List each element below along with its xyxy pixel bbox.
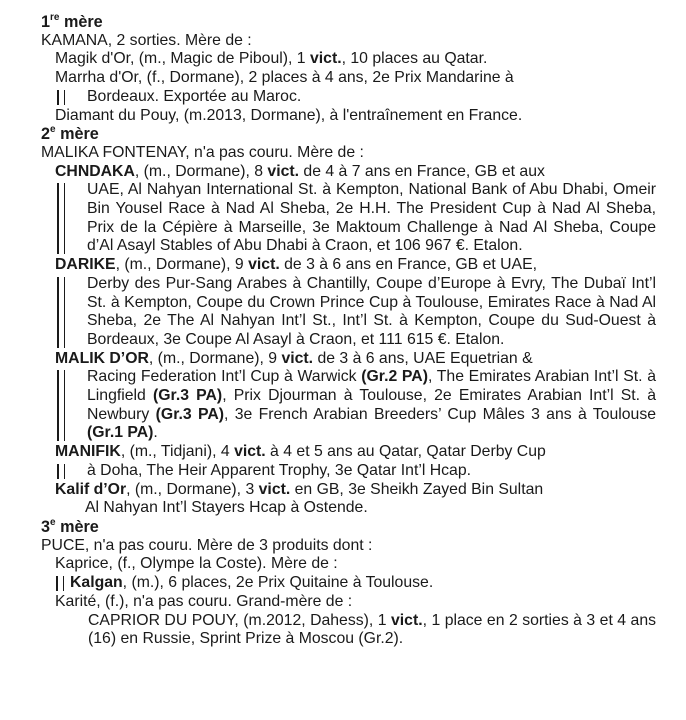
horse-name: CHNDAKA <box>55 162 135 180</box>
horse-name: MALIK D’OR <box>55 349 149 367</box>
heading-number: 1 <box>41 13 51 31</box>
entry-text: Magik d'Or, (m., Magic de Piboul), 1 <box>55 50 310 68</box>
horse-name: MANIFIK <box>55 443 121 461</box>
third-dam-line: PUCE, n'a pas couru. Mère de 3 produits dont : <box>41 536 373 554</box>
first-dam-heading <box>41 13 656 32</box>
grade-label: (Gr.3 PA) <box>153 387 223 405</box>
wins-label: vict. <box>234 443 266 461</box>
produce-entry <box>41 612 656 649</box>
entry-text: UAE, Al Nahyan International St. à Kempton, National Bank of Abu Dhabi, Omeir Bin Yousel Race à Nad Al Sheba, 2e H.H. The President Cup à Nad Al Sheba, Prix de la Cépière à Marseille, 3e Maktoum Challenge à Nad Al Sheba, Coupe d’Al Asayl Stables of Abu Dhabi à Craon, et 106 967 €. Etalon. <box>87 181 656 255</box>
entry-text: , 10 places au Qatar. <box>341 50 488 68</box>
entry-text: de 3 à 6 ans, UAE Equetrian & <box>313 349 533 367</box>
first-dam-line: KAMANA, 2 sorties. Mère de : <box>41 31 252 49</box>
entry-text: Marrha d'Or, (f., Dormane), 2 places à 4 ans, 2e Prix Mandarine à <box>55 69 514 87</box>
entry-text: à Doha, The Heir Apparent Trophy, 3e Qatar Int’l Hcap. <box>87 461 472 479</box>
heading-superscript: e <box>50 516 56 528</box>
bracket-bar <box>57 370 65 441</box>
entry-continuation <box>55 499 656 518</box>
horse-name: Kalif d’Or <box>55 480 127 498</box>
entry-text: de 3 à 6 ans en France, GB et UAE, <box>279 256 537 274</box>
wins-label: vict. <box>281 349 314 367</box>
entry-text-part: , 3e French Arabian Breeders’ Cup Mâles 3 ans à Toulouse <box>224 405 657 423</box>
entry-continuation <box>55 181 656 256</box>
produce-entry <box>41 481 656 518</box>
bracket-bar <box>57 277 65 348</box>
produce-entry: Kaprice, (f., Olympe la Coste). Mère de : <box>55 555 338 573</box>
grade-label: (Gr.3 PA) <box>155 405 225 423</box>
entry-text: en GB, 3e Sheikh Zayed Bin Sultan <box>290 480 544 498</box>
wins-label: vict. <box>258 480 291 498</box>
bracket-bar <box>57 183 65 254</box>
entry-text: , (m., Dormane), 9 <box>115 256 249 274</box>
second-dam-heading <box>41 125 656 144</box>
entry-continuation <box>55 88 656 107</box>
heading-number: 3 <box>41 517 51 536</box>
produce-entry <box>41 443 656 480</box>
second-dam-line: MALIKA FONTENAY, n'a pas couru. Mère de : <box>41 143 364 161</box>
bracket-bar <box>56 576 64 591</box>
heading-superscript: re <box>50 11 60 23</box>
produce-entry <box>41 350 656 444</box>
wins-label: vict. <box>309 50 342 68</box>
third-dam-heading <box>41 518 656 537</box>
produce-entry: Diamant du Pouy, (m.2013, Dormane), à l'entraînement en France. <box>55 106 523 124</box>
indent-spacer <box>55 499 85 518</box>
entry-continuation <box>55 368 656 443</box>
horse-name: Kalgan <box>70 574 123 592</box>
entry-text-part: . <box>153 424 158 442</box>
produce-entry <box>41 256 656 350</box>
entry-text-part: , Prix Djourman à Toulouse, 2e Emirates Arabian Int’l St. à Newbury <box>87 387 657 423</box>
entry-text: CAPRIOR DU POUY, (m.2012, Dahess), 1 <box>88 611 391 629</box>
entry-text: , (m., Dormane), 3 <box>126 480 259 498</box>
entry-text: à 4 et 5 ans au Qatar, Qatar Derby Cup <box>265 443 546 461</box>
grade-label: (Gr.1 PA) <box>87 424 154 442</box>
produce-entry: Karité, (f.), n'a pas couru. Grand-mère de : <box>55 592 353 610</box>
entry-text: , (m., Dormane), 8 <box>134 162 268 180</box>
entry-text: , (m., Tidjani), 4 <box>120 443 235 461</box>
produce-entry <box>41 69 656 106</box>
entry-text <box>87 368 656 443</box>
bracket-bar <box>57 464 65 479</box>
entry-text: Al Nahyan Int’l Stayers Hcap à Ostende. <box>85 499 368 517</box>
entry-continuation <box>55 462 656 481</box>
entry-text: Derby des Pur-Sang Arabes à Chantilly, Coupe d’Europe à Evry, The Dubaï Int’l St. à Kempton, Coupe du Crown Prince Cup à Toulouse, Emirates Race à Nad Al Sheba, 2e The Al Nahyan Int’l St., Int’l St. à Kempton, Coupe du Sud-Ouest à Bordeaux, 3e Coupe Al Asayl à Craon, et 111 615 €. Etalon. <box>87 274 656 348</box>
entry-text: , (m., Dormane), 9 <box>148 349 282 367</box>
horse-name: DARIKE <box>55 256 116 274</box>
entry-text: Bordeaux. Exportée au Maroc. <box>87 87 302 105</box>
heading-superscript: e <box>50 123 56 135</box>
heading-word: mère <box>55 517 99 536</box>
grade-label: (Gr.2 PA) <box>361 368 428 386</box>
wins-label: vict. <box>248 256 280 274</box>
produce-entry <box>41 163 656 257</box>
entry-text: , (m.), 6 places, 2e Prix Quitaine à Toulouse. <box>122 574 434 592</box>
heading-word: mère <box>59 13 103 31</box>
wins-label: vict. <box>391 611 423 629</box>
bracket-bar <box>57 90 65 105</box>
produce-entry <box>41 50 656 69</box>
heading-number: 2 <box>41 125 51 144</box>
entry-text: , 1 place en 2 sorties à 3 et 4 ans (16) en Russie, Sprint Prize à Moscou (Gr.2). <box>88 611 657 648</box>
entry-continuation <box>55 275 656 350</box>
heading-word: mère <box>55 125 99 144</box>
wins-label: vict. <box>267 162 300 180</box>
produce-entry <box>41 574 656 593</box>
entry-text-part: Racing Federation Int’l Cup à Warwick <box>87 368 362 386</box>
entry-text: de 4 à 7 ans en France, GB et aux <box>299 162 545 180</box>
entry-text-part: , The Emirates Arabian Int’l St. à Lingfield <box>87 368 656 405</box>
